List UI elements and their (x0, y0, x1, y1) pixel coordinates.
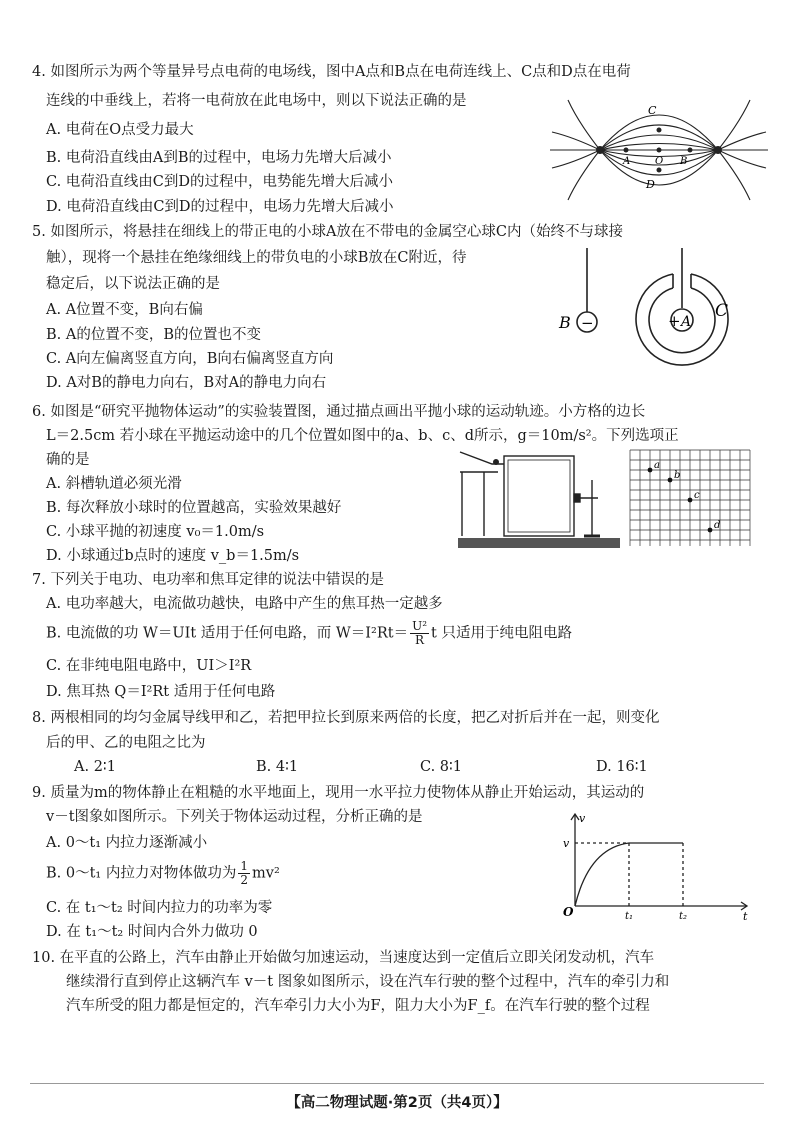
q7-option-b-text: B. 电流做的功 W＝UIt 适用于任何电路，而 W＝I²Rt＝ (46, 625, 409, 642)
sphere-c-label: C (715, 301, 729, 321)
q5-stem-line2: 触），现将一个悬挂在绝缘细线上的带负电的小球B放在C附近，待 (46, 250, 467, 266)
q6-option-a: A. 斜槽轨道必须光滑 (46, 476, 182, 492)
t1-label: t₁ (625, 911, 634, 920)
q5-option-d: D. A对B的静电力向右，B对A的静电力向右 (46, 375, 327, 391)
electric-field-figure (548, 92, 770, 208)
q4-option-c: C. 电荷沿直线由C到D的过程中，电势能先增大后减小 (46, 174, 394, 190)
q4-stem-line2: 连线的中垂线上，若将一电荷放在此电场中，则以下说法正确的是 (46, 93, 467, 109)
q6-stem-line2: L＝2.5cm 若小球在平抛运动途中的几个位置如图中的a、b、c、d所示，g＝10m/s²。下列选项正 (46, 428, 679, 444)
q4-option-a: A. 电荷在O点受力最大 (46, 122, 194, 138)
point-o-label: O (655, 156, 664, 167)
q7-stem: 7. 下列关于电功、电功率和焦耳定律的说法中错误的是 (32, 572, 384, 588)
q6-stem-line3: 确的是 (46, 452, 90, 468)
q9-option-b-text: B. 0～t₁ 内拉力对物体做功为 (46, 865, 237, 882)
point-d-label: D (646, 178, 655, 191)
plus-sign: + (668, 312, 681, 330)
q5-stem-line3: 稳定后，以下说法正确的是 (46, 276, 220, 292)
q9-stem-line1: 9. 质量为m的物体静止在粗糙的水平地面上，现用一水平拉力使物体从静止开始运动，其运动的 (32, 785, 645, 801)
q6-option-c: C. 小球平抛的初速度 v₀＝1.0m/s (46, 524, 265, 540)
q7-option-d: D. 焦耳热 Q＝I²Rt 适用于任何电路 (46, 684, 276, 700)
q6-option-b: B. 每次释放小球时的位置越高，实验效果越好 (46, 500, 342, 516)
projectile-apparatus-figure (458, 450, 620, 550)
trajectory-grid-figure (628, 448, 760, 550)
q5-stem-line1: 5. 如图所示，将悬挂在细线上的带正电的小球A放在不带电的金属空心球C内（始终不与球接 (32, 224, 624, 240)
page-footer: 【高二物理试题·第2页（共4页）】 (286, 1095, 508, 1111)
t2-label: t₂ (679, 911, 688, 920)
q7-option-b (46, 620, 572, 647)
q9-option-d: D. 在 t₁～t₂ 时间内合外力做功 0 (46, 924, 258, 940)
minus-sign: − (581, 314, 594, 332)
hollow-sphere-figure (555, 240, 745, 370)
q9-stem-line2: v－t图象如图所示。下列关于物体运动过程，分析正确的是 (46, 809, 423, 825)
ball-a-label: A (681, 314, 692, 330)
q8-option-d: D. 16∶1 (596, 759, 648, 775)
point-d-label: d (714, 520, 721, 531)
footer-divider (30, 1083, 764, 1084)
q8-option-a: A. 2∶1 (74, 759, 116, 775)
q5-option-b: B. A的位置不变，B的位置也不变 (46, 327, 261, 343)
q4-option-b: B. 电荷沿直线由A到B的过程中，电场力先增大后减小 (46, 150, 392, 166)
point-a-label: A (623, 156, 631, 167)
q7-option-b-tail: t 只适用于纯电阻电路 (431, 625, 572, 642)
q10-stem-line3: 汽车所受的阻力都是恒定的，汽车牵引力大小为F，阻力大小为F_f。在汽车行驶的整个过程 (66, 998, 650, 1014)
q4-option-d: D. 电荷沿直线由C到D的过程中，电场力先增大后减小 (46, 199, 394, 215)
q9-option-a: A. 0～t₁ 内拉力逐渐减小 (46, 835, 208, 851)
point-c-label: c (694, 490, 700, 501)
q10-stem-line2: 继续滑行直到停止这辆汽车 v－t 图象如图所示，设在汽车行驶的整个过程中，汽车的牵引力和 (66, 974, 670, 990)
q5-option-c: C. A向左偏离竖直方向，B向右偏离竖直方向 (46, 351, 334, 367)
point-c-label: C (648, 104, 657, 117)
q6-option-d: D. 小球通过b点时的速度 v_b＝1.5m/s (46, 548, 300, 564)
v-axis-label: v (579, 812, 586, 825)
q8-option-b: B. 4∶1 (256, 759, 299, 775)
q8-stem-line2: 后的甲、乙的电阻之比为 (46, 735, 206, 751)
q7-option-a: A. 电功率越大，电流做功越快，电路中产生的焦耳热一定越多 (46, 596, 443, 612)
q5-option-a: A. A位置不变，B向右偏 (46, 302, 203, 318)
point-b-label: B (680, 156, 688, 167)
point-b-label: b (674, 470, 681, 481)
q7-fraction: $\frac{\text{U²}}{R}$ (412, 619, 428, 647)
q4-stem-line1: 4. 如图所示为两个等量异号点电荷的电场线，图中A点和B点在电荷连线上、C点和D点在电荷 (32, 64, 631, 80)
q8-stem-line1: 8. 两根相同的均匀金属导线甲和乙，若把甲拉长到原来两倍的长度，把乙对折后并在一起，则变化 (32, 710, 660, 726)
point-a-label: a (654, 460, 660, 471)
q9-fraction: $\frac{1}{2}$ (240, 859, 248, 887)
t-axis-label: t (743, 910, 748, 920)
ball-b-label: B (559, 313, 571, 332)
q10-stem-line1: 10. 在平直的公路上，汽车由静止开始做匀加速运动，当速度达到一定值后立即关闭发动机，汽车 (32, 950, 655, 966)
q9-option-b-tail: mv² (252, 865, 280, 882)
q7-option-c: C. 在非纯电阻电路中，UI＞I²R (46, 658, 252, 674)
origin-label: O (563, 905, 574, 919)
q6-stem-line1: 6. 如图是“研究平抛物体运动”的实验装置图，通过描点画出平抛小球的运动轨迹。小方格的边长 (32, 404, 646, 420)
v-level-label: v (563, 837, 570, 850)
q9-option-c: C. 在 t₁～t₂ 时间内拉力的功率为零 (46, 900, 273, 916)
vt-graph-figure (555, 808, 755, 920)
q8-option-c: C. 8∶1 (420, 759, 463, 775)
q9-option-b (46, 860, 280, 887)
